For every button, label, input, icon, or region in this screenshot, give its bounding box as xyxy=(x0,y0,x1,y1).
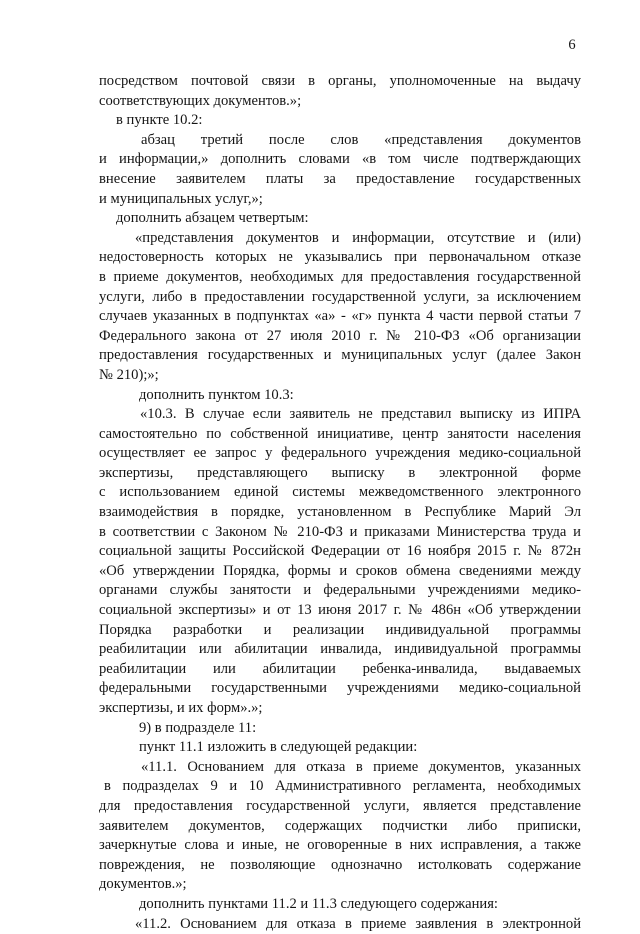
text-line: в пункте 10.2: xyxy=(116,112,203,129)
text-line: федеральными государственными учреждениями медико-социальной xyxy=(99,680,581,697)
body-text xyxy=(99,72,581,934)
text-line: услуги, либо в предоставлении государственной услуги, за исключением xyxy=(99,288,581,305)
text-line: посредством почтовой связи в органы, уполномоченные на выдачу xyxy=(99,73,581,89)
text-line: и муниципальных услуг,»; xyxy=(99,190,263,207)
text-line: самостоятельно по собственной инициативе, центр занятости населения xyxy=(99,425,581,442)
text-line: органами службы занятости и федеральными учреждениями медико- xyxy=(99,582,581,599)
text-line: зачеркнутые слова и иные, не оговоренные в них исправления, а также xyxy=(99,837,581,854)
text-line: «11.2. Основанием для отказа в приеме заявления в электронной xyxy=(135,915,581,932)
text-line: экспертизы, представляющего выписку в электронной форме xyxy=(99,464,581,481)
text-line: внесение заявителем платы за предоставление государственных xyxy=(99,170,581,187)
text-line: и информации,» дополнить словами «в том числе подтверждающих xyxy=(99,151,581,168)
text-line: «11.1. Основанием для отказа в приеме документов, указанных xyxy=(141,758,581,775)
text-line: пункт 11.1 изложить в следующей редакции: xyxy=(139,739,418,756)
text-line: осуществляет ее запрос у федерального учреждения медико-социальной xyxy=(99,445,581,462)
text-line: «Об утверждении Порядка, формы и сроков обмена сведениями между xyxy=(99,562,581,579)
text-line: в соответствии с Законом № 210-ФЗ и приказами Министерства труда и xyxy=(99,523,581,540)
text-line: реабилитации или абилитации инвалида, индивидуальной программы xyxy=(99,641,581,658)
text-line: недостоверность которых не указывались при первоначальном отказе xyxy=(99,249,581,266)
text-line: Порядка разработки и реализации индивидуальной программы xyxy=(99,621,581,638)
text-line: абзац третий после слов «представления документов xyxy=(141,131,581,148)
text-line: социальной экспертизы» и от 13 июня 2017 г. № 486н «Об утверждении xyxy=(99,602,581,619)
text-line: повреждения, не позволяющие однозначно истолковать содержание xyxy=(99,856,581,873)
text-line: дополнить пунктами 11.2 и 11.3 следующего содержания: xyxy=(139,895,498,912)
text-line: в приеме документов, необходимых для предоставления государственной xyxy=(99,268,581,285)
text-line: 9) в подразделе 11: xyxy=(139,719,257,736)
text-line: заявителем документов, содержащих подчистки либо приписки, xyxy=(99,817,581,834)
page-number: 6 xyxy=(568,37,576,53)
text-line: предоставления государственных и муниципальных услуг (далее Закон xyxy=(99,347,581,364)
text-line: «представления документов и информации, отсутствие и (или) xyxy=(135,229,581,246)
text-line: Федерального закона от 27 июля 2010 г. № 210-ФЗ «Об организации xyxy=(99,327,581,344)
text-line: для предоставления государственной услуги, является представление xyxy=(99,797,581,814)
text-line: случаев указанных в подпунктах «а» - «г» пункта 4 части первой статьи 7 xyxy=(99,308,581,325)
text-line: реабилитации или абилитации ребенка-инвалида, выдаваемых xyxy=(99,660,581,677)
text-line: социальной защиты Российской Федерации от 16 ноября 2015 г. № 872н xyxy=(99,543,581,560)
text-line: соответствующих документов.»; xyxy=(99,92,302,109)
text-line: «10.3. В случае если заявитель не представил выписку из ИПРА xyxy=(140,406,581,423)
text-line: № 210);»; xyxy=(99,366,159,383)
text-line: экспертизы, и их форм».»; xyxy=(99,700,263,716)
text-line: в подразделах 9 и 10 Административного регламента, необходимых xyxy=(104,778,581,795)
text-line: взаимодействия в порядке, установленном в Республике Марий Эл xyxy=(99,504,581,521)
text-line: дополнить пунктом 10.3: xyxy=(139,386,294,403)
text-line: с использованием единой системы межведомственного электронного xyxy=(99,484,581,501)
text-line: дополнить абзацем четвертым: xyxy=(116,210,309,227)
text-line: документов.»; xyxy=(99,876,187,893)
